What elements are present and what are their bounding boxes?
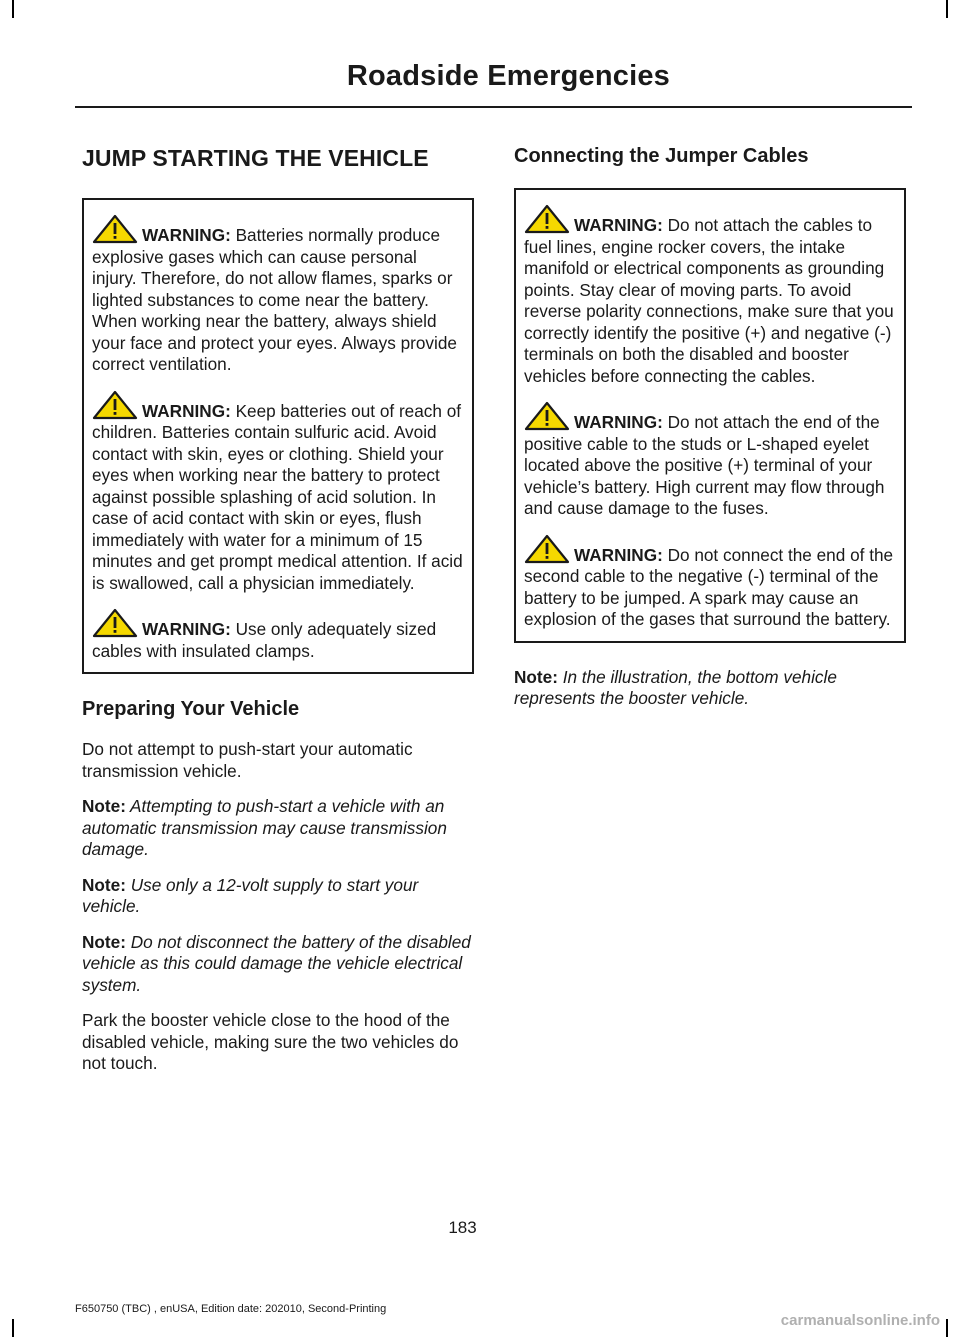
left-column [82, 145, 474, 1089]
warning-text: Do not connect the end of the second cable to the negative (-) terminal of the battery to be jumped. A spark may cause an explosion of the gases that surround the battery. [524, 544, 894, 629]
warning-item [524, 401, 897, 520]
note-label: Note: [82, 796, 126, 816]
page-header [75, 60, 912, 93]
header-divider [75, 106, 912, 108]
warning-triangle-icon [92, 214, 138, 244]
crop-mark-top-left [0, 0, 14, 18]
note-label: Note: [82, 874, 126, 895]
warning-item [524, 534, 897, 631]
warning-text: Keep batteries out of reach of children. Batteries contain sulfuric acid. Avoid contact with skin, eyes or clothing. Shield your eyes when working near the battery to protect against possible splashing of acid solution. In case of acid contact with skin or eyes, flush immediately with water for a minimum of 15 minutes and get prompt medical attention. If acid is swallowed, call a physician immediately. [92, 400, 463, 593]
warning-label: WARNING: [142, 619, 231, 639]
note-label: Note: [82, 931, 126, 952]
warning-text: Batteries normally produce explosive gases which can cause personal injury. Therefore, do not allow flames, sparks or lighted substances to come near the battery. When working near the battery, always shield your face and protect your eyes. Always provide correct ventilation. [92, 225, 457, 374]
note-text: Use only a 12-volt supply to start your vehicle. [82, 874, 419, 916]
crop-mark-bottom-left [0, 1319, 14, 1337]
warning-item [92, 390, 465, 595]
page-title: Roadside Emergencies [346, 60, 670, 92]
crop-mark-bottom-right [946, 1319, 960, 1337]
warning-label: WARNING: [142, 225, 231, 245]
warning-item [92, 214, 465, 376]
warning-label: WARNING: [574, 544, 663, 565]
warning-triangle-icon [92, 608, 138, 638]
footer-edition-info: F650750 (TBC) , enUSA, Edition date: 202010, Second-Printing [75, 1303, 387, 1315]
section-title: JUMP STARTING THE VEHICLE [82, 145, 429, 171]
warning-label: WARNING: [574, 215, 663, 235]
note-text: Attempting to push-start a vehicle with an automatic transmission may cause transmission damage. [82, 796, 447, 859]
warning-box [82, 198, 474, 674]
warning-label: WARNING: [142, 400, 231, 421]
note [82, 932, 474, 997]
warning-text: Use only adequately sized cables with insulated clamps. [92, 619, 437, 661]
note-text: Do not disconnect the battery of the disabled vehicle as this could damage the vehicle electrical system. [82, 931, 471, 995]
note-label: Note: [514, 666, 558, 687]
warning-triangle-icon [524, 204, 570, 234]
body-paragraph: Park the booster vehicle close to the hood of the disabled vehicle, making sure the two vehicles do not touch. [82, 1010, 459, 1073]
warning-item [524, 204, 897, 387]
crop-mark-top-right [946, 0, 960, 18]
body-paragraph: Do not attempt to push-start your automatic transmission vehicle. [82, 739, 413, 781]
warning-text: Do not attach the end of the positive cable to the studs or L-shaped eyelet located above the positive (+) terminal of your vehicle’s battery. High current may flow through and cause damage to the fuses. [524, 412, 885, 518]
subsection-title: Connecting the Jumper Cables [514, 145, 809, 167]
page-number: 183 [448, 1218, 477, 1237]
warning-triangle-icon [524, 534, 570, 564]
warning-triangle-icon [92, 390, 138, 420]
note [82, 796, 474, 861]
warning-label: WARNING: [574, 412, 663, 432]
note [82, 875, 474, 918]
note [514, 667, 906, 710]
warning-triangle-icon [524, 401, 570, 431]
watermark: carmanualsonline.info [780, 1312, 940, 1329]
warning-text: Do not attach the cables to fuel lines, engine rocker covers, the intake manifold or electrical components as grounding points. Stay clear of moving parts. To avoid reverse polarity connections, make sure that you correctly identify the positive (+) and negative (-) terminals on both the disabled and booster vehicles before connecting the cables. [524, 215, 894, 386]
right-column [514, 145, 906, 724]
warning-item [92, 608, 465, 662]
subsection-title: Preparing Your Vehicle [82, 698, 300, 720]
warning-box [514, 188, 906, 643]
note-text: In the illustration, the bottom vehicle represents the booster vehicle. [514, 666, 837, 708]
